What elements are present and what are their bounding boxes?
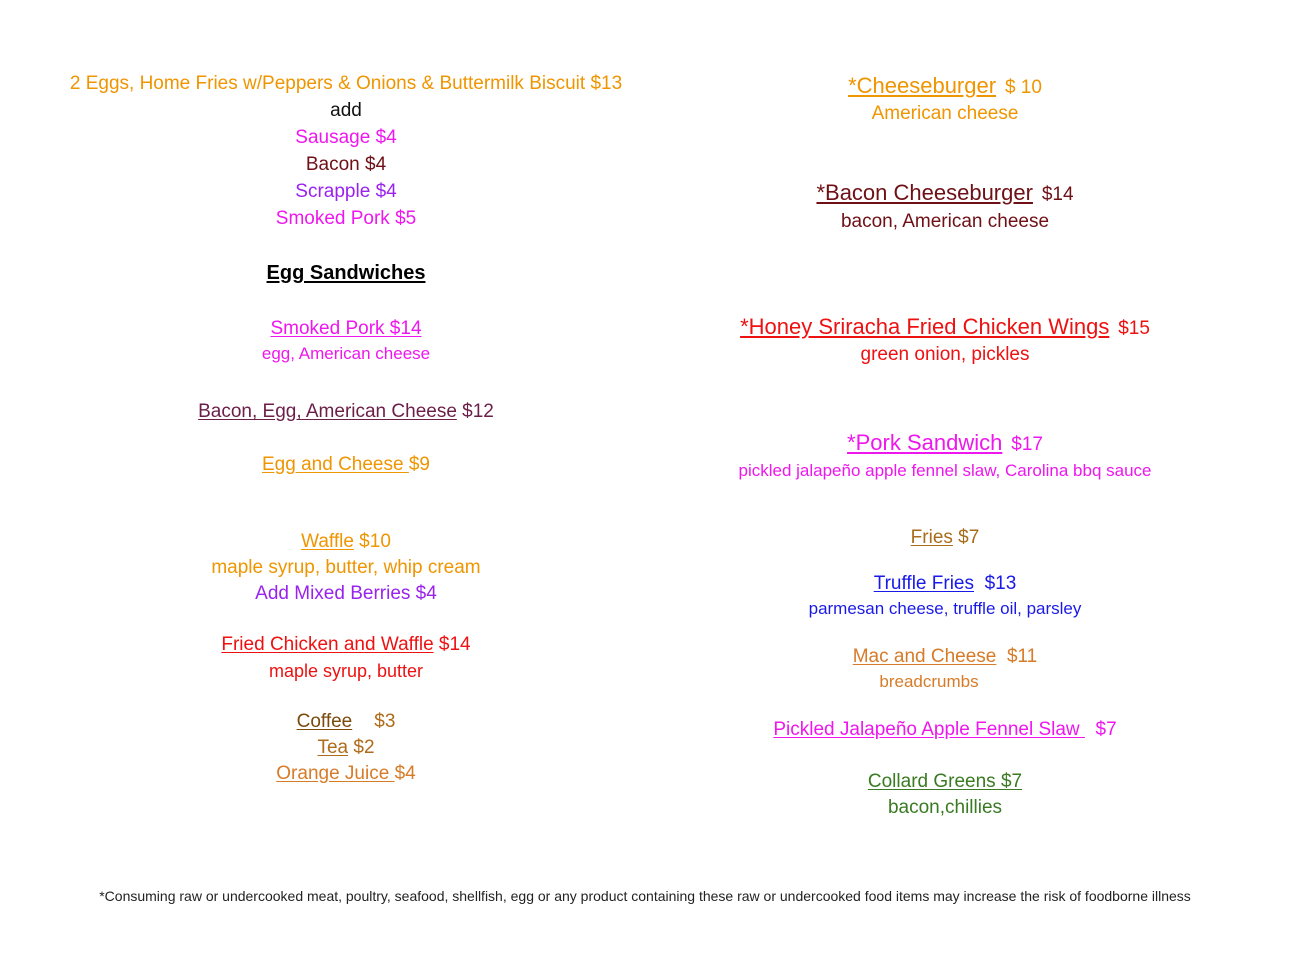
item-description: egg, American cheese bbox=[261, 344, 431, 363]
item-price: $15 bbox=[1118, 318, 1150, 339]
item-name: Tea bbox=[317, 737, 349, 758]
item-name: *Bacon Cheeseburger bbox=[816, 180, 1033, 205]
item-description: parmesan cheese, truffle oil, parsley bbox=[808, 599, 1082, 618]
item-price: $3 bbox=[374, 711, 396, 732]
menu-item-truffle-fries bbox=[654, 573, 1236, 595]
item-name: Bacon, Egg, American Cheese bbox=[198, 401, 457, 422]
item-price: $14 bbox=[1041, 184, 1074, 205]
addon-bacon: Bacon $4 bbox=[305, 154, 387, 175]
item-price: $4 bbox=[394, 763, 416, 784]
item-price: $13 bbox=[984, 573, 1017, 594]
item-price: $17 bbox=[1011, 434, 1043, 455]
item-name: *Honey Sriracha Fried Chicken Wings bbox=[740, 314, 1110, 339]
item-description: bacon, American cheese bbox=[840, 211, 1050, 232]
item-name: Egg and Cheese bbox=[262, 454, 409, 475]
menu-item-tea bbox=[40, 737, 652, 759]
item-price: $9 bbox=[408, 454, 430, 475]
item-description: pickled jalapeño apple fennel slaw, Carolina bbq sauce bbox=[738, 461, 1152, 480]
item-name: Collard Greens $7 bbox=[867, 771, 1023, 792]
raw-food-disclaimer: *Consuming raw or undercooked meat, poultry, seafood, shellfish, egg or any product containing these raw or undercooked food items may increase the risk of foodborne illness bbox=[99, 888, 1191, 904]
menu-item-cheeseburger bbox=[654, 73, 1236, 99]
menu-item-coffee bbox=[40, 711, 652, 733]
item-description: bacon,chillies bbox=[887, 797, 1003, 818]
item-description: breadcrumbs bbox=[879, 672, 979, 691]
menu-item-slaw bbox=[654, 719, 1236, 741]
item-name: Orange Juice bbox=[276, 763, 395, 784]
menu-item-bacon-cheeseburger bbox=[654, 180, 1236, 206]
item-name: Mac and Cheese bbox=[852, 646, 997, 667]
item-description: green onion, pickles bbox=[860, 344, 1030, 365]
menu-item-waffle bbox=[40, 531, 652, 553]
menu-item-mac-and-cheese bbox=[654, 646, 1236, 668]
item-name: Fries bbox=[910, 527, 953, 548]
item-price: $12 bbox=[456, 401, 494, 422]
addon-sausage: Sausage $4 bbox=[295, 127, 397, 148]
item-name: Smoked Pork $14 bbox=[270, 318, 422, 339]
menu-item-pork-sandwich bbox=[654, 430, 1236, 456]
item-name: Fried Chicken and Waffle bbox=[221, 634, 434, 655]
item-price: $2 bbox=[348, 737, 375, 758]
addon-scrapple: Scrapple $4 bbox=[295, 181, 397, 202]
item-description: maple syrup, butter, whip cream bbox=[211, 557, 481, 578]
item-description: American cheese bbox=[871, 103, 1019, 124]
item-price: $7 bbox=[952, 527, 980, 548]
menu-item-fries bbox=[654, 527, 1236, 549]
menu-item-smoked-pork-sandwich bbox=[40, 318, 652, 340]
menu-item-collard-greens bbox=[654, 771, 1236, 793]
item-name: *Cheeseburger bbox=[848, 73, 997, 98]
item-price: $7 bbox=[1095, 719, 1117, 740]
menu-item-fried-chicken-waffle bbox=[40, 634, 652, 656]
add-label: add bbox=[330, 100, 362, 121]
item-description: maple syrup, butter bbox=[268, 661, 424, 681]
item-price: $14 bbox=[433, 634, 471, 655]
item-name: Truffle Fries bbox=[873, 573, 975, 594]
waffle-addon-berries: Add Mixed Berries $4 bbox=[255, 583, 437, 604]
item-price: $11 bbox=[1006, 646, 1038, 667]
egg-sandwiches-heading: Egg Sandwiches bbox=[266, 262, 426, 284]
breakfast-platter: 2 Eggs, Home Fries w/Peppers & Onions & Buttermilk Biscuit $13 bbox=[69, 73, 623, 94]
addon-smoked-pork: Smoked Pork $5 bbox=[275, 208, 417, 229]
menu-item-egg-and-cheese bbox=[40, 454, 652, 476]
menu-item-bacon-egg-cheese bbox=[40, 401, 652, 423]
item-price: $10 bbox=[353, 531, 391, 552]
item-price: $ 10 bbox=[1004, 77, 1042, 98]
item-name: Waffle bbox=[301, 531, 354, 552]
item-name: Pickled Jalapeño Apple Fennel Slaw bbox=[773, 719, 1085, 740]
menu-item-orange-juice bbox=[40, 763, 652, 785]
item-name: Coffee bbox=[296, 711, 353, 732]
menu-item-chicken-wings bbox=[654, 314, 1236, 340]
item-name: *Pork Sandwich bbox=[847, 430, 1003, 455]
